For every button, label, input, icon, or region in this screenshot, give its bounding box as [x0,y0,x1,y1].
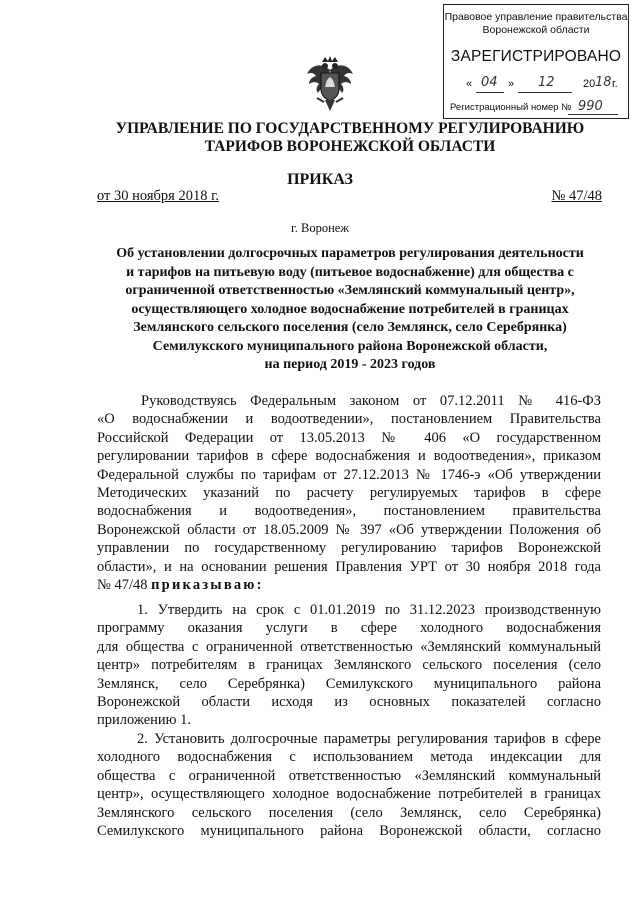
item-2-line: общества с ограниченной ответственностью «Землянский коммунальный [97,767,601,784]
preamble-line: области», и на основании решения Правления УРТ от 30 ноября 2018 года [97,558,601,575]
order-subject [95,245,605,375]
organization-title-line-2: ТАРИФОВ ВОРОНЕЖСКОЙ ОБЛАСТИ [204,138,496,155]
stamp-org-line-1: Правовое управление правительства [444,11,628,23]
stamp-open-quote: « [466,78,473,90]
preamble-order-number: № 47/48 [97,576,148,593]
stamp-number-line [450,99,624,114]
organization-title-line-1: УПРАВЛЕНИЕ ПО ГОСУДАРСТВЕННОМУ РЕГУЛИРОВАНИЮ [115,120,585,137]
order-date: от 30 ноября 2018 г. [97,188,220,204]
preamble-line: «О водоснабжении и водоотведении», постановлением Правительства [97,411,601,428]
preamble-line: Федеральной службы по тарифам от 27.12.2013 № 1746-э «Об утверждении [97,466,601,483]
subject-line: на период 2019 - 2023 годов [264,357,436,372]
registration-stamp [443,4,629,119]
stamp-year-unit: г. [612,78,618,90]
subject-line: ограниченной ответственностью «Землянский коммунальный центр», [125,283,575,298]
order-number: № 47/48 [551,188,602,204]
subject-line: Об установлении долгосрочных параметров регулирования деятельности [116,246,584,261]
document-type-title: ПРИКАЗ [287,171,353,188]
stamp-close-quote: » [508,78,515,90]
subject-line: Землянского сельского поселения (село Землянск, село Серебрянка) [133,320,567,335]
item-1-line: центр» потребителям в границах Землянского сельского поселения (село [97,657,601,674]
stamp-number-label: Регистрационный номер № [450,102,572,113]
item-2-line: Семилукского муниципального района Воронежской области, согласно [97,822,601,839]
item-2-line: центр», осуществляющего холодное водоснабжение потребителей в границах [97,786,601,803]
item-2-line: 2. Установить долгосрочные параметры регулирования тарифов в сфере [137,731,601,747]
item-1-line: Воронежской области исходя из основных показателей согласно [97,693,601,710]
preamble-paragraph [97,392,601,594]
order-item-1 [97,601,601,730]
item-1-line: приложению 1. [97,712,192,729]
item-2-line: Землянского сельского поселения (село Землянск, село Серебрянка) [97,804,601,821]
coat-of-arms-icon [305,56,355,112]
item-1-line: Землянск, село Серебрянка) Семилукского муниципального района [97,675,601,692]
stamp-registered-label: ЗАРЕГИСТРИРОВАНО [450,48,622,65]
order-city: г. Воронеж [291,221,349,235]
stamp-number: 990 [578,99,603,114]
stamp-date-line [452,77,624,95]
preamble-line: регулировании тарифов в сфере водоснабжения и водоотведения», приказом [97,448,601,465]
stamp-month: 12 [538,75,555,90]
stamp-day: 04 [481,75,498,90]
preamble-line: управлении по государственному регулированию тарифов Воронежской [97,540,601,557]
stamp-org-line-2: Воронежской области [482,24,590,36]
preamble-line: Руководствуясь Федеральным законом от 07.12.2011 № 416-ФЗ [141,393,601,409]
stamp-organization [444,11,628,37]
item-1-line: 1. Утвердить на срок с 01.01.2019 по 31.12.2023 производственную [137,602,601,618]
subject-line: осуществляющего холодное водоснабжение потребителей в границах [131,301,569,317]
preamble-line: Российской Федерации от 13.05.2013 № 406 «О государственном [97,429,601,446]
item-1-line: программу оказания услуги в сфере холодного водоснабжения [97,620,601,637]
preamble-last-line [97,576,601,594]
preamble-line: Воронежской области от 18.05.2009 № 397 «Об утверждении Положения об [97,521,601,538]
subject-line: Семилукского муниципального района Воронежской области, [152,338,548,354]
order-word: приказываю: [151,576,264,593]
item-1-line: для общества с ограниченной ответственностью «Землянский коммунальный [97,638,601,655]
subject-line: и тарифов на питьевую воду (питьевое водоснабжение) для общества с [126,264,574,280]
preamble-line: Методических указаний по расчету регулируемых тарифов в сфере [97,484,601,501]
item-2-line: холодного водоснабжения с использованием метода индексации для [97,749,601,766]
organization-title [60,120,640,156]
stamp-year-prefix: 20 [583,78,596,90]
preamble-line: водоснабжения и водоотведения», постановлением правительства [97,503,601,520]
order-item-2 [97,730,601,840]
stamp-year-suffix: 18 [595,75,612,90]
